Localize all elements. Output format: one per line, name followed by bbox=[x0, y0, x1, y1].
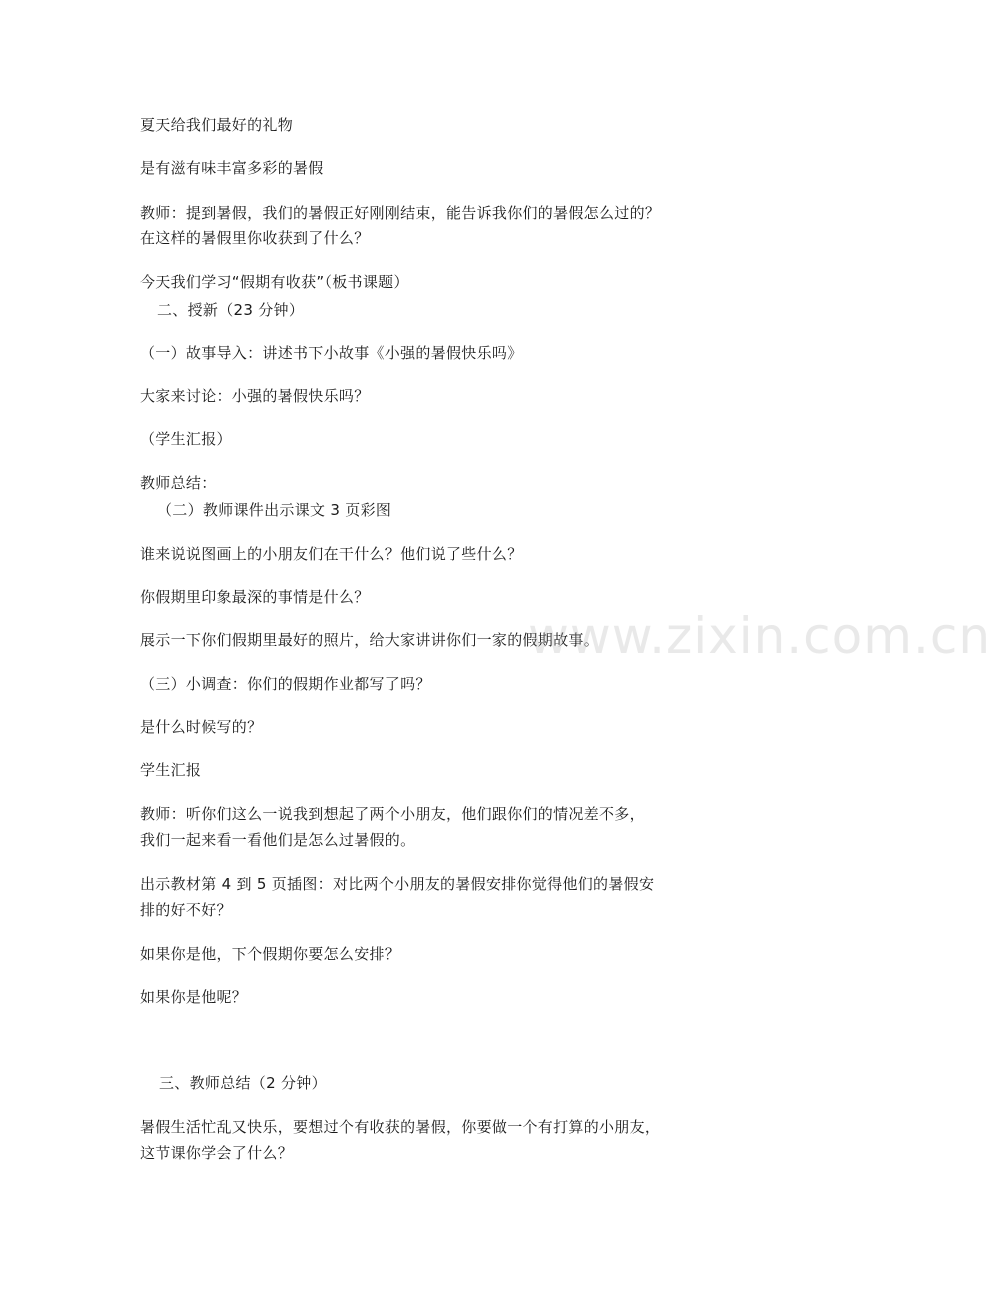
watermark: www.zixin.com.cn bbox=[528, 607, 991, 665]
section-heading: 二、授新（23 分钟） bbox=[157, 301, 305, 319]
text-line: 这节课你学会了什么？ bbox=[140, 1144, 294, 1162]
text-line: （三）小调查：你们的假期作业都写了吗？ bbox=[140, 675, 431, 693]
text-line: 夏天给我们最好的礼物 bbox=[140, 116, 294, 134]
text-line: 教师：提到暑假，我们的暑假正好刚刚结束，能告诉我你们的暑假怎么过的？ bbox=[140, 204, 661, 222]
text-line: 如果你是他呢？ bbox=[140, 988, 248, 1006]
text-line: 学生汇报 bbox=[140, 761, 202, 779]
text-line: 大家来讨论：小强的暑假快乐吗？ bbox=[140, 387, 370, 405]
text-line: 教师总结： bbox=[140, 474, 217, 492]
text-line: 我们一起来看一看他们是怎么过暑假的。 bbox=[140, 831, 416, 849]
text-line: 如果你是他，下个假期你要怎么安排？ bbox=[140, 945, 401, 963]
text-line: 排的好不好？ bbox=[140, 901, 232, 919]
text-line: 暑假生活忙乱又快乐，要想过个有收获的暑假，你要做一个有打算的小朋友， bbox=[140, 1118, 661, 1136]
text-line: 你假期里印象最深的事情是什么？ bbox=[140, 588, 370, 606]
text-line: 出示教材第 4 到 5 页插图：对比两个小朋友的暑假安排你觉得他们的暑假安 bbox=[140, 875, 655, 893]
text-line: 教师：听你们这么一说我到想起了两个小朋友，他们跟你们的情况差不多， bbox=[140, 805, 645, 823]
section-heading: 三、教师总结（2 分钟） bbox=[159, 1074, 327, 1092]
text-line: 谁来说说图画上的小朋友们在干什么？他们说了些什么？ bbox=[140, 545, 523, 563]
text-line: 在这样的暑假里你收获到了什么？ bbox=[140, 229, 370, 247]
text-line: （二）教师课件出示课文 3 页彩图 bbox=[157, 501, 392, 519]
text-line: 今天我们学习“假期有收获”（板书课题） bbox=[140, 273, 409, 291]
text-line: 是有滋有味丰富多彩的暑假 bbox=[140, 159, 324, 177]
text-line: 展示一下你们假期里最好的照片，给大家讲讲你们一家的假期故事。 bbox=[140, 631, 600, 649]
text-line: （一）故事导入：讲述书下小故事《小强的暑假快乐吗》 bbox=[140, 344, 523, 362]
text-line: 是什么时候写的？ bbox=[140, 718, 263, 736]
text-line: （学生汇报） bbox=[140, 430, 232, 448]
